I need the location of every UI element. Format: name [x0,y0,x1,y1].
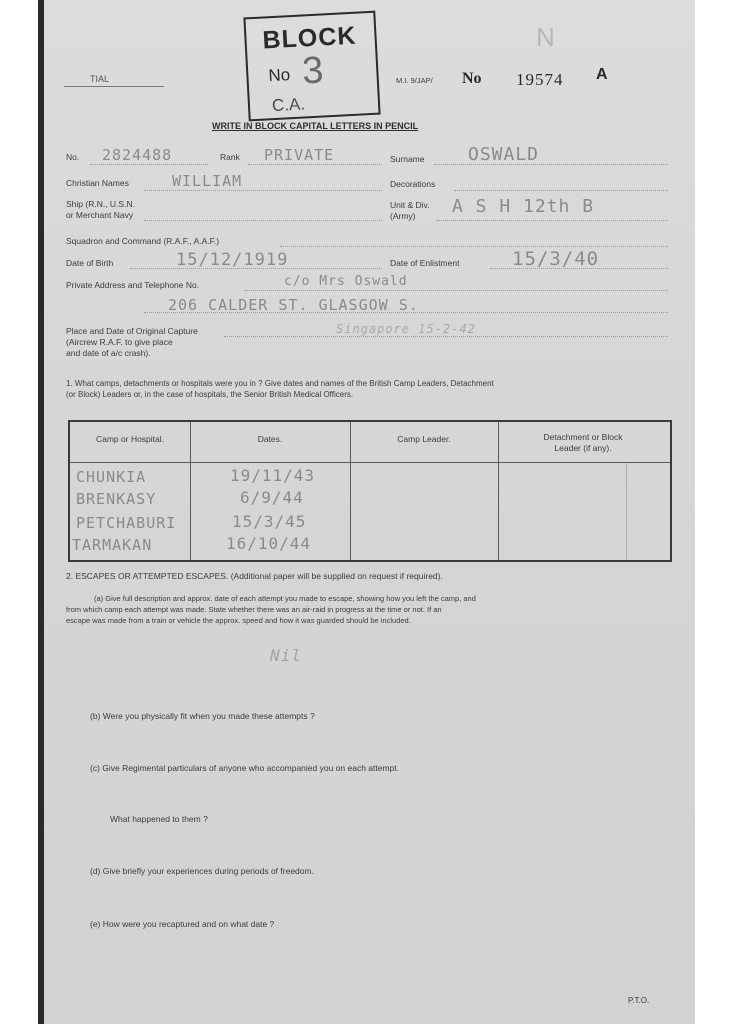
section2-a-line3: escape was made from a train or vehicle the approx. speed and how it was guarded should be included. [66,616,411,625]
table-header-detachment-sub: Leader (if any). [554,443,612,453]
table-header-camp-leader: Camp Leader. [397,434,451,444]
no-value: 2824488 [102,146,173,164]
capture-label-line3: and date of a/c crash). [66,348,151,358]
table-header-detachment: Detachment or Block [543,432,623,442]
section2-a-line2: from which camp each attempt was made. State whether there was an air-raid in progress at the time or not. If an [66,605,442,614]
capture-line [224,336,668,337]
table-row-date: 6/9/44 [240,488,304,507]
unit-line [436,220,668,221]
classification-underline [64,86,164,87]
section2-title: 2. ESCAPES OR ATTEMPTED ESCAPES. (Additional paper will be supplied on request if required). [66,571,443,581]
table-row-camp: TARMAKAN [72,536,153,554]
squadron-line [280,246,668,247]
camps-table [68,420,672,562]
address-label: Private Address and Telephone No. [66,280,200,290]
enlistment-line [490,268,668,269]
section2-c-followup: What happened to them ? [110,814,208,824]
block-stamp [243,11,380,122]
table-header-dates: Dates. [257,434,283,444]
pto-label: P.T.O. [628,996,650,1005]
dob-value: 15/12/1919 [176,250,289,270]
dob-line [130,268,382,269]
stamp-no-text: No [267,65,291,86]
section2-a-line1: (a) Give full description and approx. date of each attempt you made to escape, showing how you left the camp, and [94,594,476,603]
table-col-divider [626,462,627,560]
squadron-label: Squadron and Command (R.A.F., A.A.F.) [66,236,220,246]
table-header-divider [70,462,670,463]
mi9-ref-label: M.I. 9/JAP/ [396,76,433,85]
section2-d-question: (d) Give briefly your experiences during periods of freedom. [90,866,314,876]
decorations-line [454,190,668,191]
corner-mark: N [536,22,555,52]
ship-line [144,220,382,221]
table-row-date: 15/3/45 [232,512,307,531]
serial-suffix: A [596,66,608,83]
christian-names-line [144,190,382,191]
address-line1 [244,290,668,291]
christian-names-value: WILLIAM [172,172,243,190]
address-value-line1: c/o Mrs Oswald [284,274,408,289]
section2-e-question: (e) How were you recaptured and on what date ? [90,919,275,929]
table-row-camp: CHUNKIA [76,468,147,486]
capture-label-line1: Place and Date of Original Capture [66,326,198,336]
serial-number: 19574 [516,70,564,89]
stamp-block-text: BLOCK [261,21,358,55]
no-label: No. [66,152,80,162]
address-value-line2: 206 CALDER ST. GLASGOW S. [168,296,419,314]
enlistment-value: 15/3/40 [512,248,600,270]
classification-label: TIAL [90,74,110,84]
section2-c-question: (c) Give Regimental particulars of anyone who accompanied you on each attempt. [90,763,399,773]
capture-label-line2: (Aircrew R.A.F. to give place [66,337,173,347]
enlistment-label: Date of Enlistment [390,258,460,268]
no-line [90,164,208,165]
unit-label-line2: (Army) [390,211,416,221]
section2-b-question: (b) Were you physically fit when you made these attempts ? [90,711,315,721]
rank-label: Rank [220,152,240,162]
rank-value: PRIVATE [264,146,335,164]
section1-question-line2: (or Block) Leaders or, in the case of hospitals, the Senior British Medical Officers. [66,390,354,399]
table-row-camp: BRENKASY [76,490,157,508]
section2-a-answer: Nil [270,646,302,665]
ship-label-line1: Ship (R.N., U.S.N. [66,199,135,209]
dob-label: Date of Birth [66,258,114,268]
ship-label-line2: or Merchant Navy [66,210,134,220]
decorations-label: Decorations [390,179,436,189]
pencil-instruction: WRITE IN BLOCK CAPITAL LETTERS IN PENCIL [212,121,419,131]
christian-names-label: Christian Names [66,178,129,188]
document-page [44,0,695,1024]
table-row-date: 19/11/43 [230,466,316,485]
stamp-ca-text: C.A. [271,94,306,116]
surname-line [434,164,668,165]
table-row-date: 16/10/44 [226,534,312,553]
serial-no-label: No [462,70,482,87]
address-line2 [144,312,668,313]
table-header-camp: Camp or Hospital. [95,434,165,444]
stamp-number: 3 [301,49,325,93]
unit-value: A S H 12th B [452,196,595,217]
rank-line [248,164,382,165]
surname-label: Surname [390,154,425,164]
section1-question-line1: 1. What camps, detachments or hospitals were you in ? Give dates and names of the British Camp Leaders, Detachment [66,379,494,388]
surname-value: OSWALD [468,144,540,165]
unit-label-line1: Unit & Div. [390,200,430,210]
capture-value: Singapore 15-2-42 [336,322,476,336]
table-row-camp: PETCHABURI [76,514,177,532]
